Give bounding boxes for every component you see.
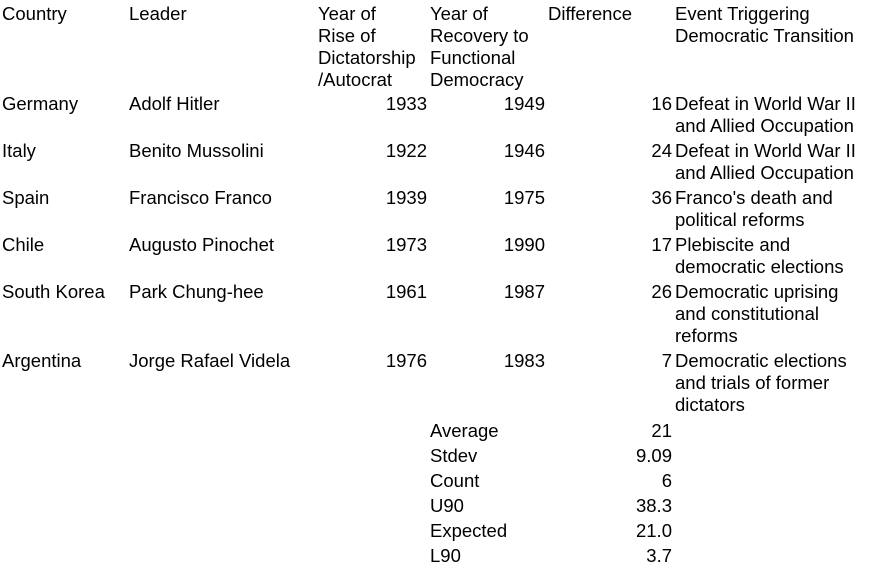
table-cell-event[interactable]: Defeat in World War II and Allied Occupation [675,140,856,183]
table-cell-recovery-year[interactable]: 1990 [503,234,545,255]
header-year-of-recovery[interactable]: Year of Recovery to Functional Democracy [430,3,529,90]
stat-value-count[interactable]: 6 [661,470,672,491]
table-cell-country[interactable]: Chile [2,234,45,255]
table-cell-difference[interactable]: 16 [651,93,672,114]
table-cell-recovery-year[interactable]: 1983 [503,350,545,371]
table-cell-leader[interactable]: Park Chung-hee [129,281,264,302]
stat-value-l90[interactable]: 3.7 [646,545,672,566]
table-cell-rise-year[interactable]: 1973 [385,234,427,255]
table-cell-difference[interactable]: 36 [651,187,672,208]
header-leader[interactable]: Leader [129,3,187,24]
stat-label-u90[interactable]: U90 [430,495,464,516]
table-cell-event[interactable]: Democratic uprising and constitutional reforms [675,281,839,346]
stat-label-expected[interactable]: Expected [430,520,508,541]
table-cell-rise-year[interactable]: 1976 [385,350,427,371]
table-cell-event[interactable]: Franco's death and political reforms [675,187,833,230]
header-country[interactable]: Country [2,3,67,24]
table-cell-difference[interactable]: 24 [651,140,672,161]
table-cell-recovery-year[interactable]: 1975 [503,187,545,208]
table-cell-event[interactable]: Plebiscite and democratic elections [675,234,844,277]
table-cell-leader[interactable]: Francisco Franco [129,187,272,208]
table-cell-recovery-year[interactable]: 1987 [503,281,545,302]
stat-label-average[interactable]: Average [430,420,499,441]
stat-value-stdev[interactable]: 9.09 [635,445,672,466]
table-cell-country[interactable]: Argentina [2,350,82,371]
stat-value-average[interactable]: 21 [651,420,672,441]
table-cell-event[interactable]: Democratic elections and trials of former dictators [675,350,847,415]
table-cell-difference[interactable]: 26 [651,281,672,302]
table-cell-country[interactable]: Germany [2,93,79,114]
stat-label-count[interactable]: Count [430,470,480,491]
table-cell-difference[interactable]: 7 [661,350,672,371]
table-cell-difference[interactable]: 17 [651,234,672,255]
table-cell-country[interactable]: Spain [2,187,50,208]
table-cell-event[interactable]: Defeat in World War II and Allied Occupation [675,93,856,136]
stat-label-l90[interactable]: L90 [430,545,461,566]
table-cell-leader[interactable]: Benito Mussolini [129,140,264,161]
table-cell-rise-year[interactable]: 1922 [385,140,427,161]
table-cell-country[interactable]: Italy [2,140,36,161]
stat-value-u90[interactable]: 38.3 [635,495,672,516]
table-cell-leader[interactable]: Adolf Hitler [129,93,220,114]
table-cell-rise-year[interactable]: 1961 [385,281,427,302]
table-cell-recovery-year[interactable]: 1949 [503,93,545,114]
table-cell-rise-year[interactable]: 1939 [385,187,427,208]
table-cell-recovery-year[interactable]: 1946 [503,140,545,161]
header-event[interactable]: Event Triggering Democratic Transition [675,3,854,46]
stat-value-expected[interactable]: 21.0 [635,520,672,541]
table-cell-rise-year[interactable]: 1933 [385,93,427,114]
table-cell-leader[interactable]: Jorge Rafael Videla [129,350,291,371]
table-cell-leader[interactable]: Augusto Pinochet [129,234,275,255]
header-difference[interactable]: Difference [548,3,632,24]
header-year-of-rise[interactable]: Year of Rise of Dictatorship /Autocrat [318,3,416,90]
table-cell-country[interactable]: South Korea [2,281,105,302]
stat-label-stdev[interactable]: Stdev [430,445,478,466]
